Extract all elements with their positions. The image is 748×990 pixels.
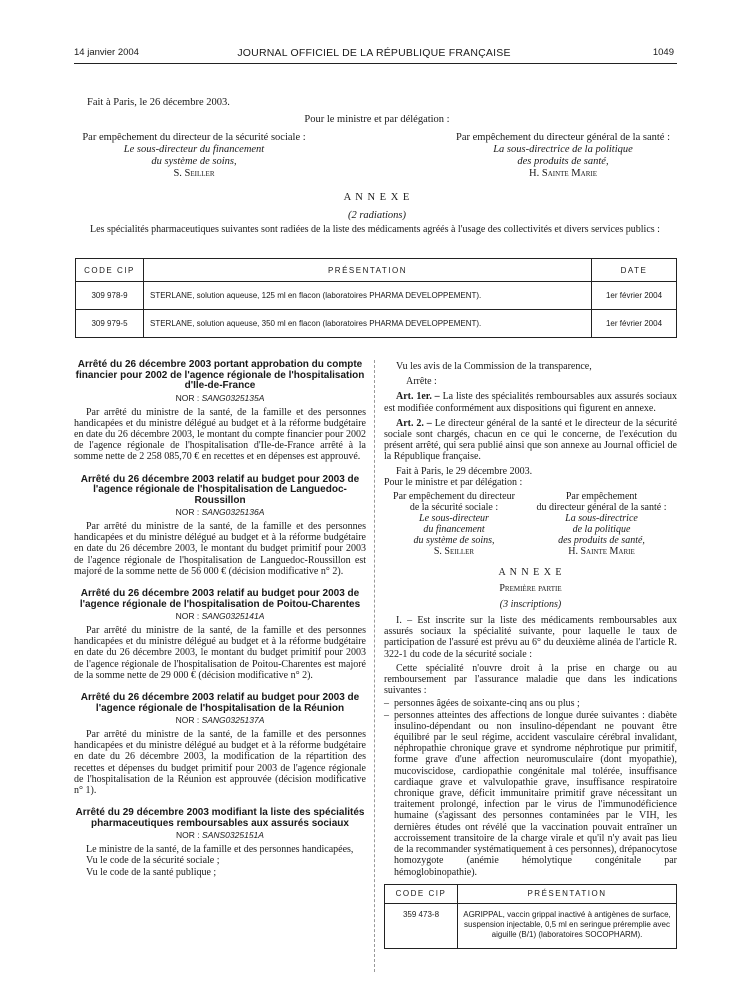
header-date: 14 janvier 2004 <box>74 47 139 58</box>
arrete-5-nor <box>74 830 366 840</box>
sig2-right-line4: de la politique <box>572 524 631 536</box>
article-1-text: La liste des spécialités remboursables aux assurés sociaux est modifiée conformément aux dispositions qui figurent en annexe. <box>384 391 678 414</box>
sig-left-line3: du système de soins, <box>151 156 237 167</box>
sig2-left-line2: de la sécurité sociale : <box>409 502 499 514</box>
nor-value: SANG0325135A <box>201 392 265 403</box>
arrete-1-title: Arrêté du 26 décembre 2003 portant approbation du compte financier pour 2002 de l'agence régionale de l'hospitalisation d'Ile-de-France <box>75 359 365 391</box>
arrete-2-nor <box>74 507 366 517</box>
col-date: DATE <box>592 259 677 282</box>
arrete-4-body: Par arrêté du ministre de la santé, de la famille et des personnes handicapées et du ministre délégué au budget et à la réforme budgétaire en date du 26 décembre 2003, la modification de la répartition des recettes et dépenses du budget primitif pour 2003 de l'agence régionale de l'hospitalisation de la Réunion est approuvée (décision modificative n° 1). <box>74 729 366 797</box>
sig2-left-line3: Le sous-directeur <box>419 513 489 525</box>
vu-avis: Vu les avis de la Commission de la transparence, <box>396 361 592 372</box>
cell-presentation: AGRIPPAL, vaccin grippal inactivé à antigènes de surface, suspension injectable, 0,5 ml en seringue préremplie avec aiguille (B/1) (laboratoires SOCOPHARM). <box>458 903 677 948</box>
nor-value: SANG0325137A <box>201 715 265 726</box>
arrete-5-body: Le ministre de la santé, de la famille et des personnes handicapées, <box>86 844 354 856</box>
arrete-2 <box>74 475 366 578</box>
arrete-5-title: Arrêté du 29 décembre 2003 modifiant la liste des spécialités pharmaceutiques remboursables aux assurés sociaux <box>75 807 365 829</box>
sig2-left-name: S. Seiller <box>433 546 475 558</box>
arrete-5 <box>74 808 366 878</box>
col-code-cip: CODE CIP <box>385 884 458 903</box>
col-code-cip: CODE CIP <box>76 259 144 282</box>
cell-code: 359 473-8 <box>385 903 458 948</box>
sig-left-name: S. Seiller <box>173 168 215 179</box>
table-header-row <box>385 884 677 903</box>
fait-a-paris-2: Fait à Paris, le 29 décembre 2003. <box>396 465 533 477</box>
inscriptions-count: (3 inscriptions) <box>499 599 562 611</box>
sig-left-line1: Par empêchement du directeur de la sécurité sociale : <box>82 132 306 143</box>
section-i-text: I. – Est inscrite sur la liste des médicaments remboursables aux assurés sociaux la spécialité suivante, pour laquelle le taux de participation de l'assuré est prévu au 6° du deuxième alinéa de l'article R. 322-1 du code de la sécurité sociale : <box>384 615 677 660</box>
header-page-number: 1049 <box>652 47 674 58</box>
arrete-3-body: Par arrêté du ministre de la santé, de la famille et des personnes handicapées et du ministre délégué au budget et à la réforme budgétaire en date du 26 décembre 2003, le montant du budget primitif pour 2003 de l'agence régionale de l'hospitalisation de Poitou-Charentes est majoré de la somme nette de 29 000 € (décision modificative n° 2). <box>74 625 366 681</box>
sig-right-line1: Par empêchement du directeur général de la santé : <box>456 132 670 143</box>
cell-date: 1er février 2004 <box>592 282 677 310</box>
signature-right-2 <box>524 491 679 557</box>
inscriptions-table <box>384 884 677 949</box>
nor-label: NOR : <box>176 830 200 841</box>
indications-list <box>384 698 677 877</box>
column-separator <box>374 360 375 972</box>
nor-label: NOR : <box>175 507 200 518</box>
cell-presentation: STERLANE, solution aqueuse, 350 ml en flacon (laboratoires PHARMA DEVELOPPEMENT). <box>144 310 592 338</box>
fait-a-paris: Fait à Paris, le 26 décembre 2003. <box>87 97 230 108</box>
arrete-2-body: Par arrêté du ministre de la santé, de la famille et des personnes handicapées et du ministre délégué au budget et à la réforme budgétaire en date du 26 décembre 2003, le montant du budget primitif pour 2003 de l'agence régionale de l'hospitalisation de Languedoc-Roussillon est majoré de la somme nette de 56 000 € (décision modificative n° 2). <box>74 521 366 577</box>
list-item: – personnes âgées de soixante-cinq ans ou plus ; <box>384 698 677 709</box>
table-row <box>76 310 677 338</box>
article-1 <box>384 391 677 413</box>
cell-code: 309 979-5 <box>76 310 144 338</box>
nor-label: NOR : <box>175 611 200 622</box>
sig2-right-line1: Par empêchement <box>565 491 638 503</box>
pour-le-ministre: Pour le ministre et par délégation : <box>304 114 450 125</box>
arrete-3 <box>74 589 366 681</box>
premiere-partie: Première partie <box>499 583 562 595</box>
signature-right <box>440 132 686 180</box>
nor-label: NOR : <box>175 392 200 403</box>
arrete-1-nor <box>74 393 366 403</box>
signature-left-2 <box>384 491 524 557</box>
cell-code: 309 978-9 <box>76 282 144 310</box>
article-1-label: Art. 1er. – <box>396 391 440 403</box>
arrete-3-nor <box>74 611 366 621</box>
radiations-count: (2 radiations) <box>347 210 407 221</box>
arrete-2-title: Arrêté du 26 décembre 2003 relatif au budget pour 2003 de l'agence régionale de l'hospitalisation de Languedoc-Roussillon <box>80 473 360 506</box>
arrete-label: Arrête : <box>406 376 437 388</box>
nor-value: SANG0325141A <box>201 611 265 622</box>
table-header-row <box>76 259 677 282</box>
header-rule <box>74 63 677 64</box>
signatures-2 <box>384 491 677 561</box>
cell-date: 1er février 2004 <box>592 310 677 338</box>
arrete-3-title: Arrêté du 26 décembre 2003 relatif au budget pour 2003 de l'agence régionale de l'hospitalisation de Poitou-Charentes <box>79 588 361 610</box>
left-column <box>74 360 366 878</box>
arrete-5-vu-1: Vu le code de la sécurité sociale ; <box>86 855 220 867</box>
sig-right-line3: des produits de santé, <box>517 156 609 167</box>
sig-left-line2: Le sous-directeur du financement <box>123 144 265 155</box>
sig2-right-line2: du directeur général de la santé : <box>536 502 667 514</box>
table-row <box>385 903 677 948</box>
arrete-1-body: Par arrêté du ministre de la santé, de la famille et des personnes handicapées et du ministre délégué au budget et à la réforme budgétaire en date du 26 décembre 2003, le montant du compte financier pour 2002 de l'agence régionale de l'hospitalisation d'Ile-de-France arrêté à la somme nette de 2 258 085,70 € en recettes et en dépenses est approuvé. <box>74 406 366 463</box>
list-item: – personnes atteintes des affections de longue durée suivantes : diabète insulino-dépendant ou non insulino-dépendant ne pouvant être équilibré par le seul régime, accident vasculaire cérébral invalidant, néphropathie chronique grave et syndrome néphrotique pur primitif, forme grave d'une affection neuromusculaire (dont myopathie), mucoviscidose, cardiopathie congénitale mal tolérée, insuffisance cardiaque grave et valvulopathie grave, insuffisance respiratoire chronique grave, déficit immunitaire primitif grave nécessitant un traitement prolongé, infection par le virus de l'immunodéficience humaine (s'agissant des personnes contaminées par le VIH, les dernières études ont révélé que la vaccination pouvait entraîner un accroissement transitoire de la charge virale et qu'il n'y avait pas lieu de la recommander systématiquement à ces personnes), drépanocytose homozygote (anémie hémolytique congénitale par hémoglobinopathie). <box>384 710 677 878</box>
annexe-heading-2: A N N E X E <box>498 567 563 579</box>
article-2-label: Art. 2. – <box>396 417 432 429</box>
sig-right-name: H. Sainte Marie <box>529 168 597 179</box>
right-column <box>384 361 677 949</box>
sig2-left-line1: Par empêchement du directeur <box>393 491 515 503</box>
arrete-4 <box>74 693 366 796</box>
header-journal-title: JOURNAL OFFICIEL DE LA RÉPUBLIQUE FRANÇAISE <box>237 47 511 59</box>
article-2 <box>384 418 677 463</box>
sig-right-line2: La sous-directrice de la politique <box>493 144 633 155</box>
nor-label: NOR : <box>175 715 200 726</box>
col-presentation: PRÉSENTATION <box>458 884 677 903</box>
radiations-table <box>75 258 677 338</box>
pour-le-ministre-2: Pour le ministre et par délégation : <box>384 476 523 488</box>
nor-value: SANS0325151A <box>202 830 264 841</box>
table-row <box>76 282 677 310</box>
sig2-left-line4: du financement <box>423 524 485 536</box>
nor-value: SANG0325136A <box>201 507 265 518</box>
annexe-intro: Les spécialités pharmaceutiques suivantes sont radiées de la liste des médicaments agréés à l'usage des collectivités et divers services publics : <box>90 224 660 235</box>
signature-left <box>64 132 324 180</box>
sig2-right-name: H. Sainte Marie <box>568 546 635 558</box>
sig2-right-line3: La sous-directrice <box>565 513 638 525</box>
sig2-right-line5: des produits de santé, <box>558 535 645 547</box>
arrete-1 <box>74 360 366 463</box>
sig2-left-line5: du système de soins, <box>413 535 495 547</box>
arrete-4-title: Arrêté du 26 décembre 2003 relatif au budget pour 2003 de l'agence régionale de l'hospitalisation de la Réunion <box>80 692 360 714</box>
cell-presentation: STERLANE, solution aqueuse, 125 ml en flacon (laboratoires PHARMA DEVELOPPEMENT). <box>144 282 592 310</box>
indications-intro: Cette spécialité n'ouvre droit à la prise en charge ou au remboursement par l'assurance maladie que dans les indications suivantes : <box>384 662 677 697</box>
col-presentation: PRÉSENTATION <box>144 259 592 282</box>
arrete-5-vu-2: Vu le code de la santé publique ; <box>86 866 217 878</box>
arrete-4-nor <box>74 715 366 725</box>
article-2-text: Le directeur général de la santé et le directeur de la sécurité sociale sont chargés, chacun en ce qui le concerne, de l'exécution du présent arrêté, qui sera publié ainsi que son annexe au Journal officiel de la République française. <box>384 417 678 463</box>
annexe-heading: A N N E X E <box>343 192 411 203</box>
